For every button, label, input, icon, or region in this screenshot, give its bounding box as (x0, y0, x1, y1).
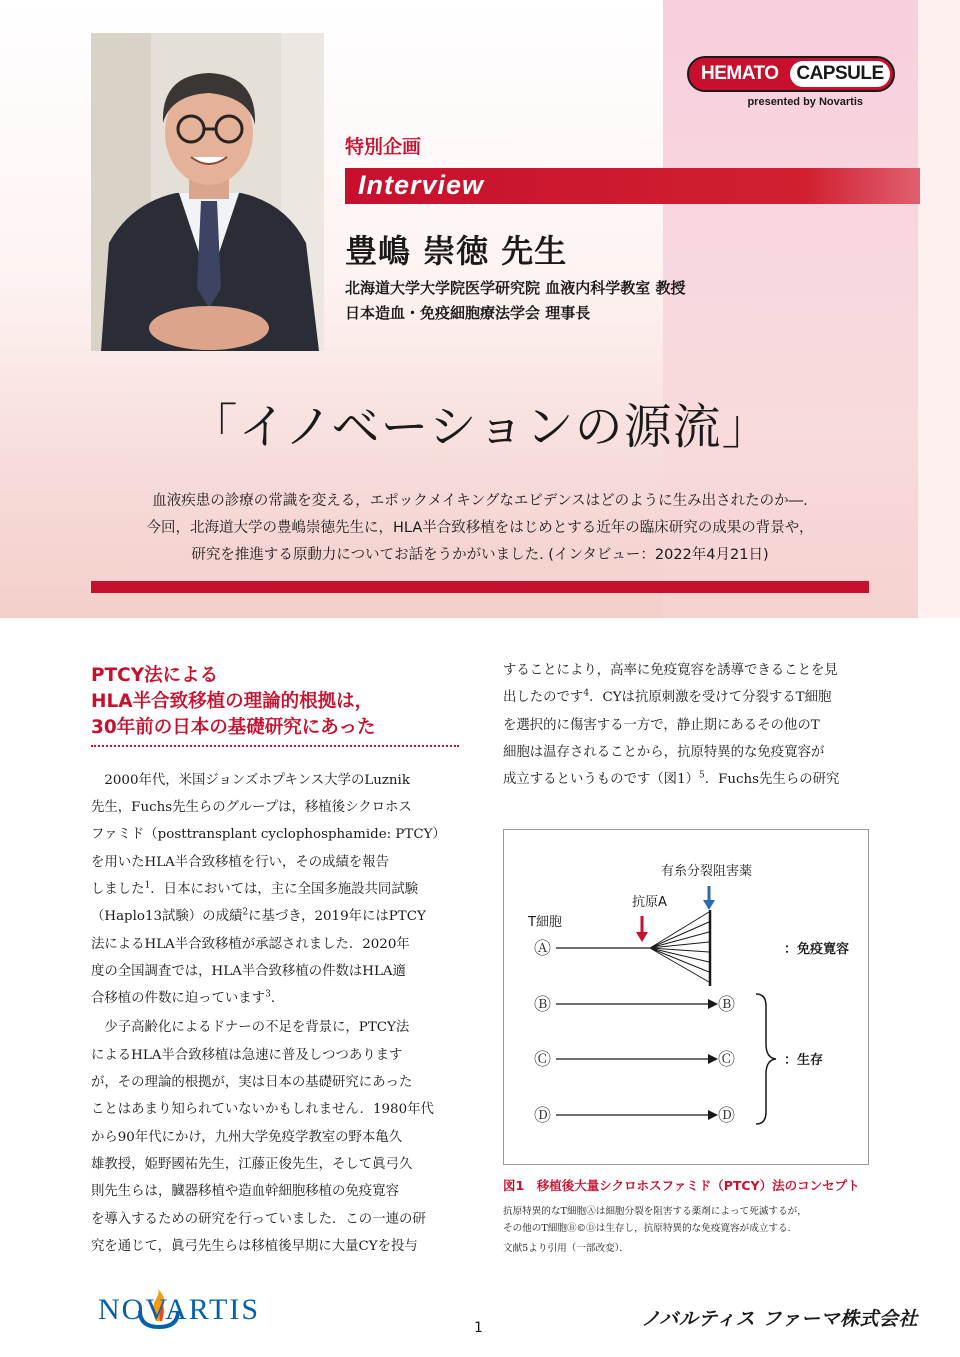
body-line: から90年代にかけ，九州大学免疫学教室の野本亀久 (91, 1130, 403, 1145)
cell-a-left: Ⓐ (534, 939, 551, 959)
cell-d-left: Ⓓ (534, 1106, 551, 1126)
body-line: 法によるHLA半合致移植が承認されました．2020年 (91, 937, 410, 952)
body-line: ことはあまり知られていないかもしれません．1980年代 (91, 1102, 434, 1117)
body-line: 2000年代，米国ジョンズホプキンス大学のLuznik (91, 773, 410, 788)
body-line: 細胞は温存されることから，抗原特異的な免疫寛容が (503, 745, 825, 760)
body-line: 先生，Fuchs先生らのグループは，移植後シクロホス (91, 800, 412, 815)
body-line: 少子高齢化によるドナーの不足を背景に，PTCY法 (91, 1020, 410, 1035)
body-line: 則先生らは，臓器移植や造血幹細胞移植の免疫寛容 (91, 1184, 399, 1199)
figure-note-1: 抗原特異的なT細胞Ⓐは細胞分裂を阻害する薬剤によって死滅するが， (503, 1206, 807, 1217)
row-b-arrowhead (708, 999, 718, 1009)
body-line (91, 987, 459, 1006)
article-title: 「イノベーションの源流」 (189, 399, 771, 455)
logo-pill (687, 56, 895, 92)
logo-subtitle: presented by Novartis (747, 96, 863, 108)
antigen-arrowhead (636, 932, 648, 942)
figure-note-2: その他のT細胞Ⓑ©Ⓓは生存し，抗原特異的な免疫寛容が成立する． (503, 1223, 798, 1234)
section-heading-3: 30年前の日本の基礎研究にあった (91, 717, 376, 738)
special-feature-label: 特別企画 (345, 136, 422, 158)
hemato-capsule-logo (687, 56, 895, 114)
dotted-rule (91, 745, 459, 747)
body-line: 究を通じて，眞弓先生らは移植後早期に大量CYを投与 (91, 1239, 418, 1254)
reference-5: 5 (699, 770, 705, 781)
row-a-fan (650, 912, 709, 982)
survival-brace (756, 994, 776, 1124)
logo-left-text: HEMATO (701, 63, 779, 84)
section-heading-1: PTCY法による (91, 665, 219, 686)
body-line: 雄教授，姫野國祐先生，江藤正俊先生，そして眞弓久 (91, 1157, 413, 1172)
affiliation-1: 北海道大学大学院医学研究院 血液内科学教室 教授 (345, 279, 686, 297)
interviewee-name: 豊嶋 崇徳 先生 (345, 232, 568, 270)
body-line (503, 768, 869, 787)
page-number: 1 (474, 1320, 483, 1336)
body-line (91, 878, 459, 897)
interview-label: Interview (358, 170, 485, 200)
logo-right-text: CAPSULE (790, 61, 890, 87)
row-d-arrowhead (708, 1110, 718, 1120)
body-line (503, 686, 869, 705)
outcome-survive: ：生存 (784, 1053, 824, 1068)
cell-c-left: Ⓒ (534, 1050, 551, 1070)
lead-line-1: 血液疾患の診療の常識を変える，エポックメイキングなエビデンスはどのように生み出されたのか―. (152, 493, 808, 509)
row-c-arrowhead (708, 1054, 718, 1064)
reference-1: 1 (144, 880, 151, 891)
body-line: することにより，高率に免疫寛容を誘導できることを見 (503, 663, 838, 678)
body-text: 出したのです (503, 690, 584, 705)
body-line: ファミド（posttransplant cyclophosphamide: PTCY） (91, 827, 446, 842)
figure-1-diagram (503, 829, 869, 1165)
reference-4: 4 (583, 688, 590, 699)
label-t-cell: T細胞 (528, 915, 562, 930)
body-text: ．CYは抗原刺激を受けて分裂するT細胞 (589, 690, 832, 705)
body-line: を用いたHLA半合致移植を行い，その成績を報告 (91, 855, 390, 870)
label-mitotic-inhibitor: 有糸分裂阻害薬 (661, 864, 753, 879)
body-line: 度の全国調査では，HLA半合致移植の件数はHLA適 (91, 964, 406, 979)
cell-b-left: Ⓑ (534, 995, 551, 1015)
cell-c-right: Ⓒ (718, 1050, 735, 1070)
body-text: ． (270, 991, 285, 1006)
body-line: を選択的に傷害する一方で，静止期にあるその他のT (503, 718, 820, 733)
lead-line-3: 研究を推進する原動力についてお話をうかがいました. (インタビュー：2022年4月21日) (191, 547, 769, 563)
reference-3: 3 (265, 989, 271, 1000)
publisher-name: ノバルティス ファーマ株式会社 (641, 1308, 918, 1330)
body-text: ．日本においては，主に全国多施設共同試験 (150, 882, 419, 897)
body-text: に基づき，2019年にはPTCY (248, 909, 426, 924)
body-line: を導入するための研究を行っていました．この一連の研 (91, 1212, 426, 1227)
cell-d-right: Ⓓ (718, 1106, 735, 1126)
outcome-tolerance: ：免疫寛容 (784, 942, 850, 957)
body-text: しました (91, 882, 145, 897)
portrait-photo (91, 33, 324, 351)
body-line: が，その理論的根拠が，実は日本の基礎研究にあった (91, 1075, 413, 1090)
body-text: ．Fuchs先生らの研究 (704, 772, 840, 787)
figure-note-3: 文献5より引用（一部改変）． (503, 1243, 630, 1254)
red-divider (91, 581, 869, 593)
body-line (91, 905, 459, 924)
body-text: （Haplo13試験）の成績 (91, 909, 243, 924)
body-line: によるHLA半合致移植は急速に普及しつつあります (91, 1048, 403, 1063)
label-antigen-a: 抗原A (632, 895, 667, 910)
affiliation-2: 日本造血・免疫細胞療法学会 理事長 (345, 304, 591, 322)
reference-2: 2 (242, 907, 249, 918)
figure-caption: 図1 移植後大量シクロホスファミド（PTCY）法のコンセプト (503, 1178, 860, 1193)
novartis-wordmark: NOVARTIS (98, 1293, 261, 1326)
section-heading-2: HLA半合致移植の理論的根拠は， (91, 691, 374, 712)
cell-b-right: Ⓑ (718, 995, 735, 1015)
mitotic-arrowhead (703, 900, 715, 910)
lead-line-2: 今回，北海道大学の豊嶋崇徳先生に，HLA半合致移植をはじめとする近年の臨床研究の成果の背景や， (146, 520, 814, 536)
body-text: 成立するというものです（図1） (503, 772, 699, 787)
body-text: 合移植の件数に迫っています (91, 991, 266, 1006)
